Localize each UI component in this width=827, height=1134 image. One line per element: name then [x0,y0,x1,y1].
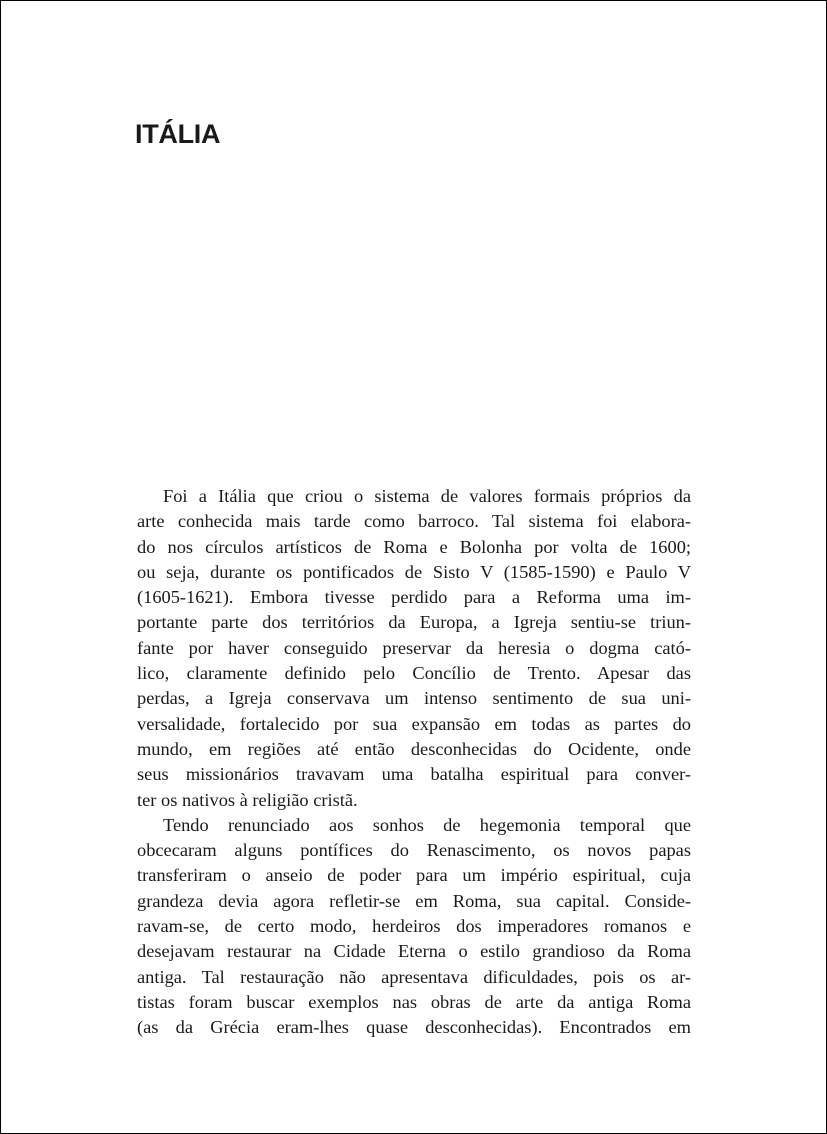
text-line: perdas, a Igreja conservava um intenso sentimento de sua uni- [137,688,691,709]
paragraph-2 [137,813,691,1041]
text-line: antiga. Tal restauração não apresentava dificuldades, pois os ar- [137,966,691,987]
text-line: lico, claramente definido pelo Concílio de Trento. Apesar das [137,663,691,684]
body-text [137,484,691,1041]
text-line: ravam-se, de certo modo, herdeiros dos imperadores romanos e [137,916,691,937]
text-line: do nos círculos artísticos de Roma e Bolonha por volta de 1600; [137,536,691,557]
text-line: ou seja, durante os pontificados de Sisto V (1585-1590) e Paulo V [137,561,691,582]
text-line: Foi a Itália que criou o sistema de valores formais próprios da [163,486,691,506]
text-line: obcecaram alguns pontífices do Renascimento, os novos papas [137,840,691,861]
text-line: grandeza devia agora refletir-se em Roma, sua capital. Conside- [137,890,691,911]
text-line: versalidade, fortalecido por sua expansão em todas as partes do [137,713,691,734]
text-line: arte conhecida mais tarde como barroco. Tal sistema foi elabora- [137,511,691,532]
text-line: ter os nativos à religião cristã. [137,789,358,810]
text-line: transferiram o anseio de poder para um império espiritual, cuja [137,865,691,886]
text-line: (as da Grécia eram-lhes quase desconhecidas). Encontrados em [137,1017,691,1038]
text-line: tistas foram buscar exemplos nas obras de arte da antiga Roma [137,991,691,1012]
text-line: fante por haver conseguido preservar da heresia o dogma cató- [137,637,691,658]
text-line: portante parte dos territórios da Europa, a Igreja sentiu-se triun- [137,612,691,633]
chapter-title: ITÁLIA [135,119,221,149]
text-line: mundo, em regiões até então desconhecidas do Ocidente, onde [137,738,691,759]
paragraph-1 [137,484,691,813]
text-line: (1605-1621). Embora tivesse perdido para a Reforma uma im- [137,587,691,608]
text-line: seus missionários travavam uma batalha espiritual para conver- [137,764,691,785]
text-line: desejavam restaurar na Cidade Eterna o estilo grandioso da Roma [137,941,691,962]
text-line: Tendo renunciado aos sonhos de hegemonia temporal que [163,814,691,835]
